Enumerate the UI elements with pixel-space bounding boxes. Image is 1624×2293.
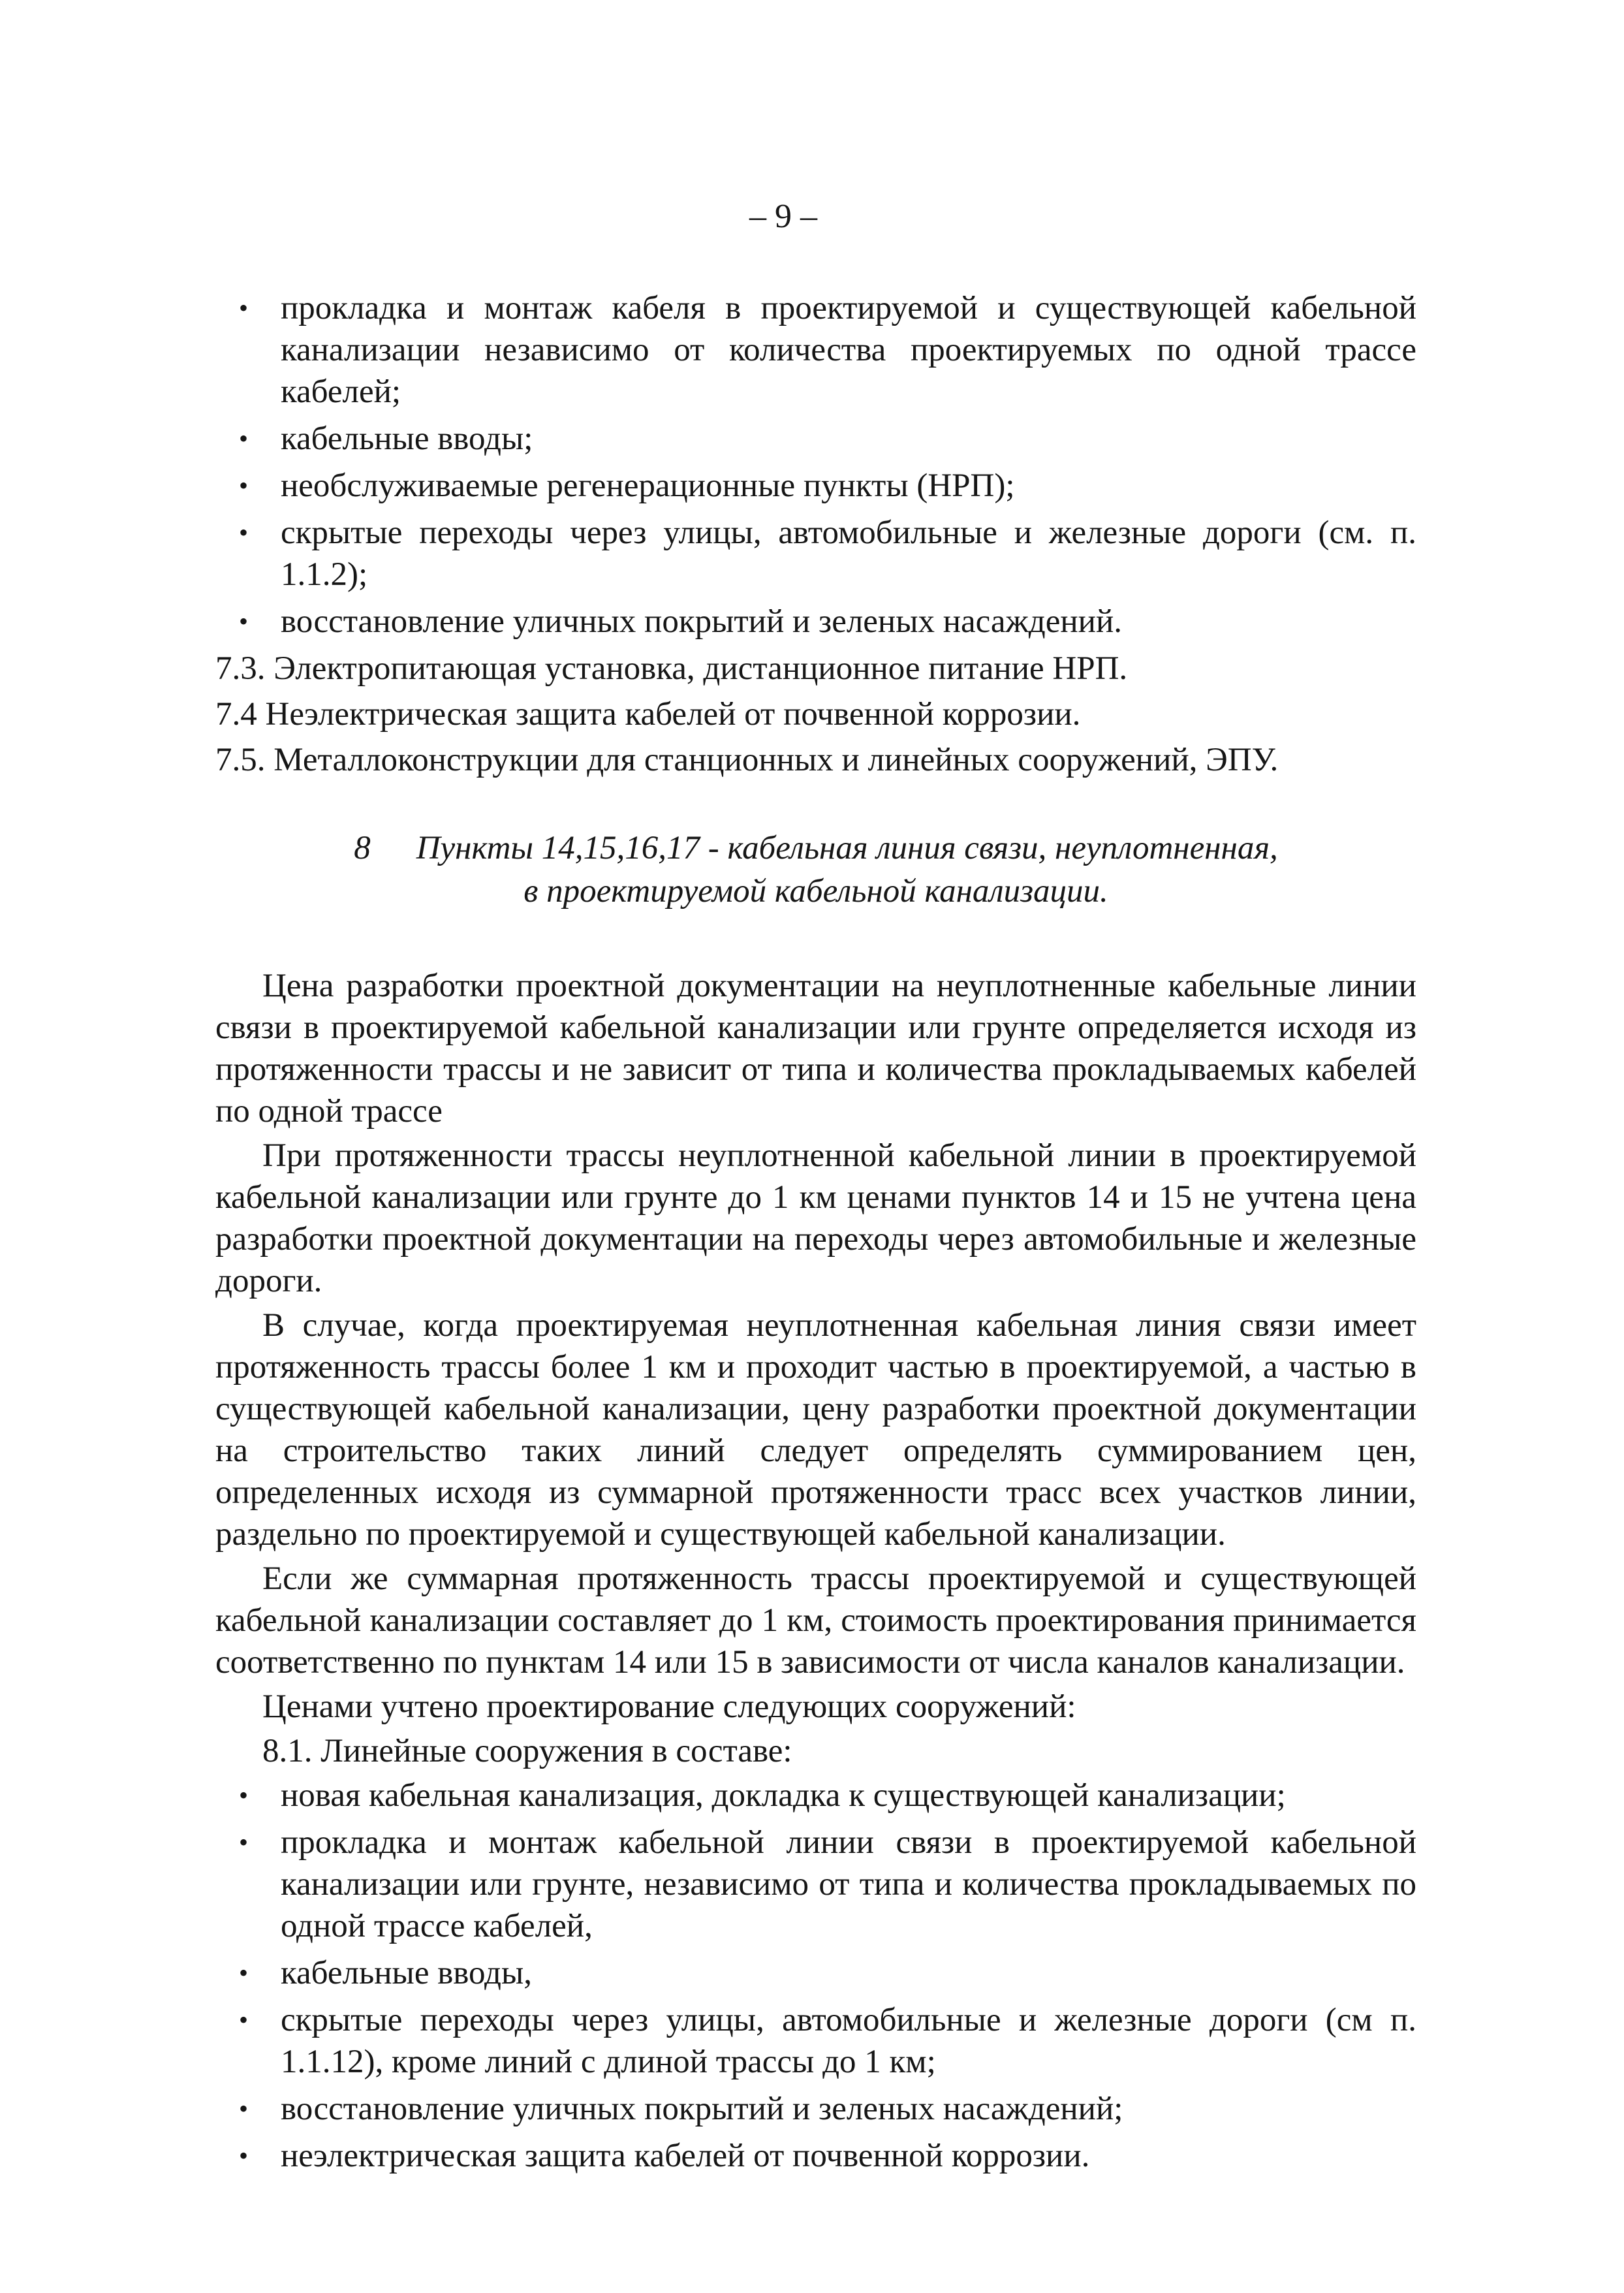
item-7-5: 7.5. Металлоконструкции для станционных и линейных сооружений, ЭПУ.	[215, 742, 1279, 778]
list-item: • прокладка и монтаж кабеля в проектируемой и существующей кабельной канализации независимо от количества проектируемых по одной трассе кабелей;	[215, 287, 1416, 413]
list-item: • необслуживаемые регенерационные пункты (НРП);	[215, 465, 1416, 507]
bullet-icon: •	[239, 1958, 249, 1987]
paragraph: В случае, когда проектируемая неуплотненная кабельная линия связи имеет протяженность трассы более 1 км и проходит частью в проектируемой, а частью в существующей кабельной канализации, цену разработки проектной документации на строительство таких линий следует определять суммированием цен, определенных исходя из суммарной протяженности трасс всех участков линии, раздельно по проектируемой и существующей кабельной канализации.	[215, 1307, 1416, 1553]
bullet-icon: •	[239, 2094, 249, 2123]
list-item: • восстановление уличных покрытий и зеленых насаждений;	[215, 2088, 1416, 2130]
list-item: • скрытые переходы через улицы, автомобильные и железные дороги (см. п. 1.1.2);	[215, 512, 1416, 595]
prices-intro: Ценами учтено проектирование следующих сооружений:	[262, 1688, 1076, 1725]
paragraph: Цена разработки проектной документации на неуплотненные кабельные линии связи в проектируемой кабельной канализации или грунте определяется исходя из протяженности трассы и не зависит от типа и количества прокладываемых кабелей по одной трассе	[215, 968, 1416, 1130]
list-item: • кабельные вводы;	[215, 418, 1416, 460]
list-item: • скрытые переходы через улицы, автомобильные и железные дороги (см п. 1.1.12), кроме линий с длиной трассы до 1 км;	[215, 1999, 1416, 2083]
bullet-icon: •	[239, 2005, 249, 2034]
bullet-icon: •	[239, 1780, 249, 1810]
section-title-line-2: в проектируемой кабельной канализации.	[523, 873, 1108, 909]
bullet-icon: •	[239, 471, 249, 500]
bullet-icon: •	[239, 424, 249, 453]
bullet-icon: •	[239, 1827, 249, 1857]
bullet-icon: •	[239, 2141, 249, 2170]
list-item: • неэлектрическая защита кабелей от почвенной коррозии.	[215, 2135, 1416, 2177]
bottom-bullet-list	[215, 1775, 1416, 2177]
list-item: • кабельные вводы,	[215, 1952, 1416, 1994]
list-item: • восстановление уличных покрытий и зеленых насаждений.	[215, 601, 1416, 642]
list-item: • прокладка и монтаж кабельной линии связи в проектируемой кабельной канализации или грунте, независимо от типа и количества прокладываемых по одной трассе кабелей,	[215, 1822, 1416, 1947]
item-8-1: 8.1. Линейные сооружения в составе:	[262, 1733, 792, 1769]
bullet-icon: •	[239, 607, 249, 636]
paragraph: Если же суммарная протяженность трассы проектируемой и существующей кабельной канализации составляет до 1 км, стоимость проектирования принимается соответственно по пунктам 14 или 15 в зависимости от числа каналов канализации.	[215, 1560, 1416, 1681]
section-title-line-1: Пункты 14,15,16,17 - кабельная линия связи, неуплотненная,	[416, 830, 1278, 866]
bullet-icon: •	[239, 518, 249, 547]
list-item: • новая кабельная канализация, докладка к существующей канализации;	[215, 1775, 1416, 1816]
item-7-4: 7.4 Неэлектрическая защита кабелей от почвенной коррозии.	[215, 696, 1081, 733]
page-number: – 9 –	[749, 198, 817, 235]
paragraph: При протяженности трассы неуплотненной кабельной линии в проектируемой кабельной канализации или грунте до 1 км ценами пунктов 14 и 15 не учтена цена разработки проектной документации на переходы через автомобильные и железные дороги.	[215, 1137, 1416, 1299]
section-number: 8	[354, 830, 371, 866]
section-8-heading	[215, 827, 1416, 913]
item-7-3: 7.3. Электропитающая установка, дистанционное питание НРП.	[215, 650, 1128, 687]
bullet-icon: •	[239, 293, 249, 323]
top-bullet-list	[215, 287, 1416, 642]
document-body	[215, 287, 1416, 2182]
